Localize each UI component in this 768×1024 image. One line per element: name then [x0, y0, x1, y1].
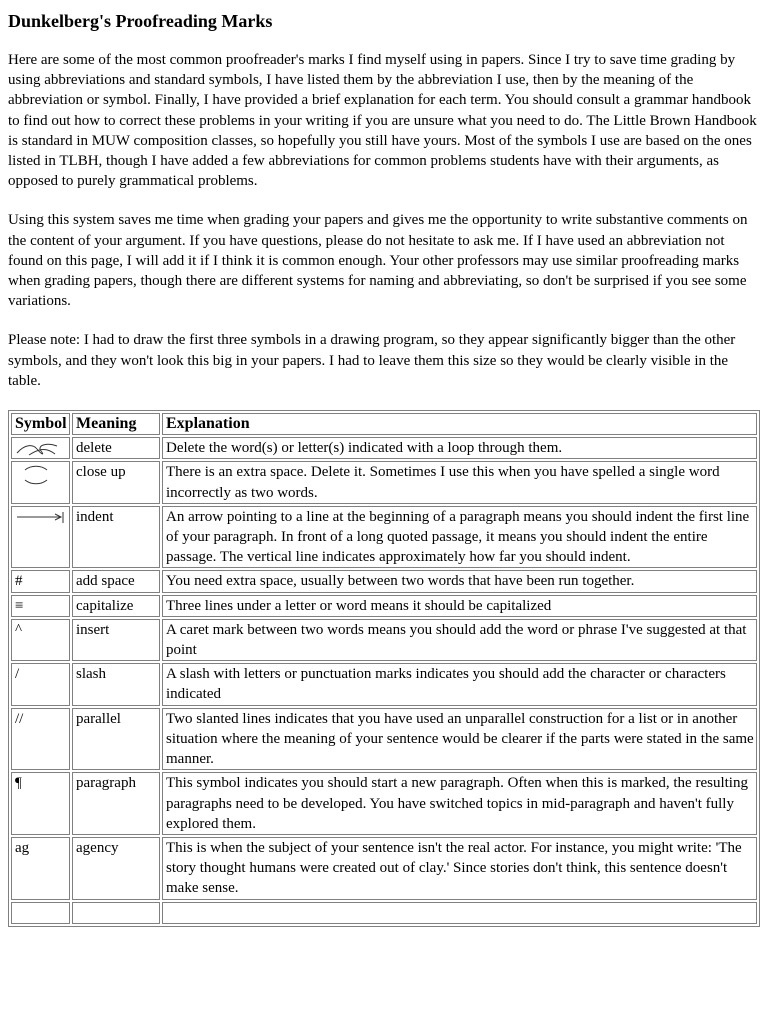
meaning-cell: capitalize [72, 595, 160, 617]
header-explanation: Explanation [162, 413, 757, 435]
explanation-cell: This is when the subject of your sentence isn't the real actor. For instance, you might write: 'The story thought humans were created out of clay.' Since stories don't think, this sentence doesn't make sense. [162, 837, 757, 900]
symbol-cell [11, 619, 70, 661]
meaning-cell: parallel [72, 708, 160, 771]
intro-paragraph-1: Here are some of the most common proofreader's marks I find myself using in papers. Since I try to save time grading by using abbreviations and standard symbols, I have listed them by the abbreviation I use, then by the meaning of the abbreviation or symbol. Finally, I have provided a brief explanation for each term. You should consult a grammar handbook to find out how to correct these problems in your writing if you are unsure what you need to do. The Little Brown Handbook is standard in MUW composition classes, so hopefully you still have yours. Most of the symbols I use are based on the ones listed in TLBH, though I have added a few abbreviations for common problems students have with their arguments, as opposed to purely grammatical problems. [8, 52, 757, 190]
table-body [11, 437, 757, 923]
explanation-cell: Two slanted lines indicates that you have used an unparallel construction for a list or in another situation where the meaning of your sentence would be clearer if the parts were stated in the same manner. [162, 708, 757, 771]
table-row [11, 663, 757, 705]
close-up-icon [15, 464, 67, 486]
meaning-cell [72, 902, 160, 924]
symbol-text: ¶ [15, 775, 22, 792]
explanation-cell: A slash with letters or punctuation marks indicates you should add the character or characters indicated [162, 663, 757, 705]
symbol-text: # [15, 573, 23, 590]
explanation-cell: This symbol indicates you should start a new paragraph. Often when this is marked, the resulting paragraphs need to be developed. You have switched topics in mid-paragraph and haven't fully explored them. [162, 772, 757, 835]
indent-arrow-icon [15, 509, 67, 525]
table-row [11, 708, 757, 771]
symbol-text: / [15, 666, 20, 683]
table-row [11, 837, 757, 900]
table-row [11, 437, 757, 459]
explanation-cell: A caret mark between two words means you should add the word or phrase I've suggested at that point [162, 619, 757, 661]
symbol-cell [11, 837, 70, 900]
header-symbol: Symbol [11, 413, 70, 435]
table-row [11, 461, 757, 503]
symbol-cell [11, 772, 70, 835]
symbol-cell [11, 595, 70, 617]
table-row [11, 595, 757, 617]
intro-paragraph-3: Please note: I had to draw the first three symbols in a drawing program, so they appear significantly bigger than the other symbols, and they won't look this big in your papers. I had to leave them this size so they would be clearly visible in the table. [8, 332, 736, 389]
explanation-cell: Delete the word(s) or letter(s) indicated with a loop through them. [162, 437, 757, 459]
symbol-text: // [15, 710, 24, 727]
symbol-text: ≡ [15, 597, 24, 614]
symbol-cell [11, 461, 70, 503]
explanation-cell: An arrow pointing to a line at the beginning of a paragraph means you should indent the first line of your paragraph. In front of a long quoted passage, it means you should indent the entire passage. The vertical line indicates approximately how far you should indent. [162, 506, 757, 569]
proofreading-marks-table [8, 410, 760, 926]
meaning-cell: add space [72, 570, 160, 592]
explanation-cell [162, 902, 757, 924]
meaning-cell: close up [72, 461, 160, 503]
meaning-cell: delete [72, 437, 160, 459]
symbol-cell [11, 570, 70, 592]
symbol-cell [11, 663, 70, 705]
table-row [11, 570, 757, 592]
delete-loop-icon [15, 440, 67, 458]
meaning-cell: indent [72, 506, 160, 569]
table-row [11, 506, 757, 569]
explanation-cell: You need extra space, usually between two words that have been run together. [162, 570, 757, 592]
header-meaning: Meaning [72, 413, 160, 435]
symbol-cell [11, 708, 70, 771]
symbol-text: ^ [15, 621, 23, 638]
explanation-cell: There is an extra space. Delete it. Sometimes I use this when you have spelled a single word incorrectly as two words. [162, 461, 757, 503]
symbol-cell [11, 437, 70, 459]
meaning-cell: insert [72, 619, 160, 661]
table-row [11, 772, 757, 835]
table-header-row [11, 413, 757, 435]
meaning-cell: agency [72, 837, 160, 900]
page-title: Dunkelberg's Proofreading Marks [8, 11, 273, 31]
symbol-text: ag [15, 839, 30, 856]
symbol-cell [11, 506, 70, 569]
explanation-cell: Three lines under a letter or word means it should be capitalized [162, 595, 757, 617]
table-row [11, 902, 757, 924]
intro-paragraph-2: Using this system saves me time when grading your papers and gives me the opportunity to write substantive comments on the content of your argument. If you have questions, please do not hesitate to ask me. If I have used an abbreviation not found on this page, I will add it if I think it is common enough. Your other professors may use similar proofreading marks when grading papers, though there are different systems for naming and abbreviating, so don't be surprised if you see some variations. [8, 212, 748, 310]
symbol-cell [11, 902, 70, 924]
table-row [11, 619, 757, 661]
meaning-cell: slash [72, 663, 160, 705]
meaning-cell: paragraph [72, 772, 160, 835]
